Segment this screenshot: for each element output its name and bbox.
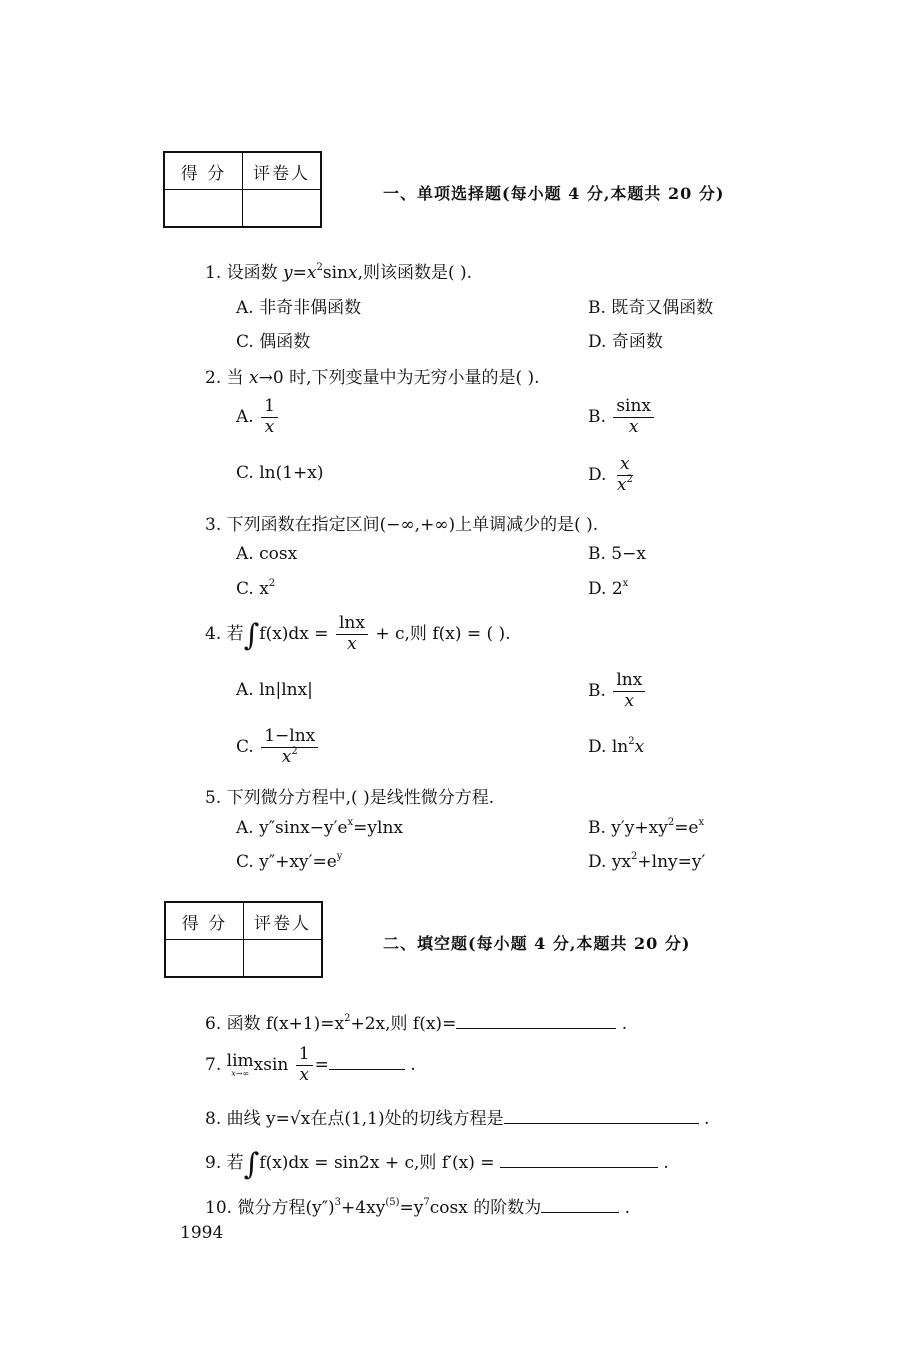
score-cell (165, 940, 244, 978)
score-table-2 (164, 901, 323, 978)
option-2c: C. ln(1+x) (236, 463, 324, 483)
score-cell (164, 190, 243, 228)
option-2a: A. $\frac{1}{x}$ (236, 398, 280, 437)
option-3a: A. cosx (236, 544, 298, 564)
question-7: 7. lim x→∞ xsin $\frac{1}{x}$ = . (205, 1044, 416, 1085)
option-2b: B. $\frac{\sin x}{x}$ (588, 398, 656, 437)
answer-blank-8[interactable] (504, 1109, 699, 1124)
option-5d: D. $yx^2+\ln y=y'$ (588, 851, 706, 872)
section1-title: 一、单项选择题(每小题 4 分,本题共 20 分) (383, 184, 725, 203)
question-8: 8. 曲线 y=√x在点(1,1)处的切线方程是 . (205, 1109, 710, 1129)
option-5a: A. $y''\sin x-y'e^x=ylnx$ (236, 817, 403, 838)
question-6: 6. 函数 $f(x+1)=x^2+2x$,则 f(x)= . (205, 1013, 628, 1034)
answer-blank-7[interactable] (329, 1055, 405, 1070)
grader-label: 评卷人 (244, 902, 323, 940)
option-3b: B. 5−x (588, 544, 646, 564)
option-1c: C. 偶函数 (236, 332, 311, 352)
grader-cell (243, 190, 322, 228)
score-label: 得 分 (165, 902, 244, 940)
option-4b: B. $\frac{\ln x}{x}$ (588, 672, 647, 711)
option-5c: C. $y''+xy'=e^y$ (236, 851, 343, 872)
grader-label: 评卷人 (243, 152, 322, 190)
option-4d: D. $\ln^2x$ (588, 736, 645, 757)
answer-blank-9[interactable] (500, 1153, 658, 1168)
option-3d: D. 2$^x$ (588, 578, 629, 599)
answer-blank-10[interactable] (541, 1198, 619, 1213)
grader-cell (244, 940, 323, 978)
option-3c: C. $x^2$ (236, 578, 276, 599)
option-1b: B. 既奇又偶函数 (588, 298, 714, 318)
question-4: 4. 若∫f(x)dx = $\frac{\ln x}{x}$ + c,则 f(x) = ( ). (205, 613, 511, 654)
question-10: 10. 微分方程$(y'')^3+4xy^{(5)}=y^7\cos x$ 的阶数为 . (205, 1197, 631, 1218)
question-9: 9. 若∫f(x)dx = sin2x + c,则 f′(x) = . (205, 1147, 669, 1182)
question-5: 5. 下列微分方程中,( )是线性微分方程. (205, 788, 495, 808)
question-3: 3. 下列函数在指定区间(−∞,+∞)上单调减少的是( ). (205, 515, 599, 535)
option-2d: D. $\frac{x}{x^2}$ (588, 454, 633, 495)
option-5b: B. $y'y+xy^2=e^x$ (588, 817, 705, 838)
answer-blank-6[interactable] (456, 1014, 616, 1029)
option-4c: C. $\frac{1-\ln x}{x^2}$ (236, 728, 320, 767)
page-number: 1994 (180, 1223, 224, 1243)
score-label: 得 分 (164, 152, 243, 190)
option-4a: A. ln|lnx| (236, 680, 313, 700)
question-2: 2. 当 x→0 时,下列变量中为无穷小量的是( ). (205, 368, 540, 388)
question-1: 1. 设函数 $y=x^2\sin x$,则该函数是( ). (205, 262, 473, 283)
score-table-1 (163, 151, 322, 228)
section2-title: 二、填空题(每小题 4 分,本题共 20 分) (383, 934, 691, 953)
option-1d: D. 奇函数 (588, 332, 663, 352)
option-1a: A. 非奇非偶函数 (236, 298, 362, 318)
